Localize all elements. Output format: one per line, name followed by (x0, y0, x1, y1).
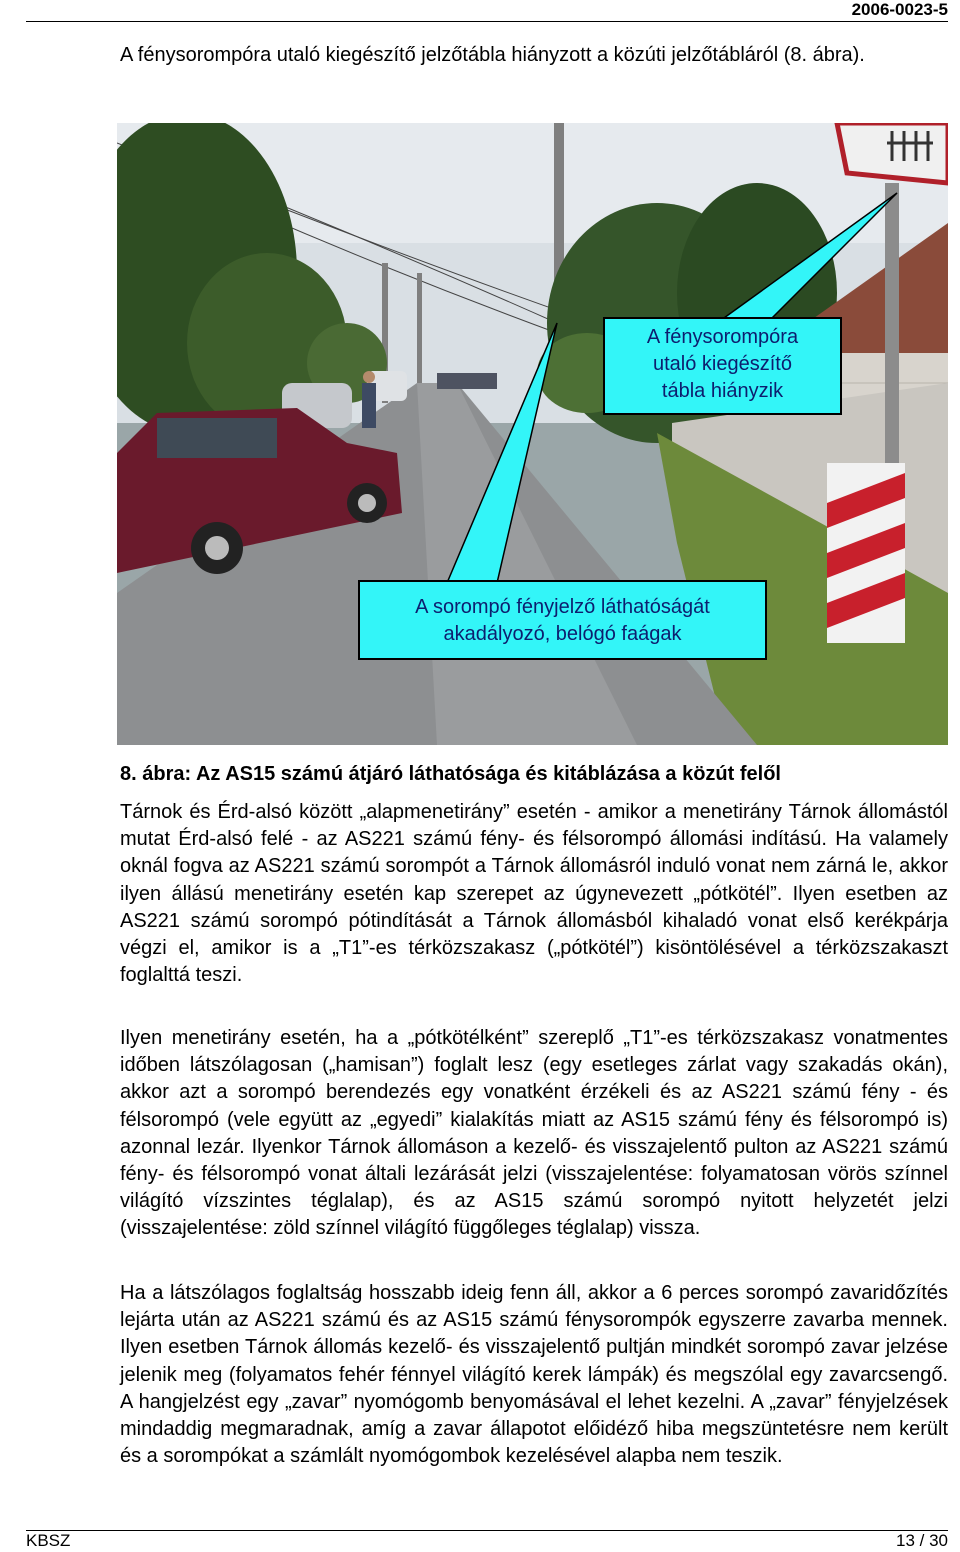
footer-rule (26, 1530, 948, 1531)
paragraph-3: Ha a látszólagos foglaltság hosszabb ideig fenn áll, akkor a 6 perces sorompó zavaridőzítés lejárta után az AS221 számú és az AS15 számú fénysorompók egyszerre zavarba mennek. Ilyen esetben Tárnok állomás kezelő- és visszajelentő pultján mindkét sorompó zavar jelzése jelenik meg (folyamatos fehér fénnyel világító kerek lámpák) és megszólal egy zavarcsengő. A hangjelzést egy „zavar” nyomógomb benyomásával el lehet kezelni. A „zavar” fényjelzések mindaddig megmaradnak, amíg a zavar állapotot előidéző hiba megszüntetésre nem került és a sorompókat a számlált nyomógombok kezelésével alapba nem teszik. (120, 1282, 948, 1468)
paragraph-1: Tárnok és Érd-alsó között „alapmenetirány” esetén - amikor a menetirány Tárnok állomástól mutat Érd-alsó felé - az AS221 számú fény- és félsorompó állomási indítású. Ha valamely oknál fogva az AS221 számú sorompót a Tárnok állomásról induló vonat nem zárná le, akkor ilyen állású menetirány esetén kap szerepet az úgynevezett „pótkötél”. Ilyen esetben az AS221 számú sorompó pótindítását a Tárnok állomásból kihaladó vonat első kerékpárja végzi el, amikor is a „T1”-es térközszakasz („pótkötél”) kisöntölésével a térközszakaszt foglalttá teszi. (120, 801, 948, 987)
footer-org: KBSZ (26, 1531, 71, 1550)
callout-missing-sign (603, 317, 842, 415)
callout-bottom-line-2: akadályozó, belógó faágak (443, 623, 682, 645)
document-id: 2006-0023-5 (851, 0, 948, 19)
page-number: 13 / 30 (896, 1531, 948, 1550)
callout-branches (358, 580, 767, 660)
paragraph-2: Ilyen menetirány esetén, ha a „pótkötélként” szereplő „T1”-es térközszakasz vonatmentes időben látszólagosan („hamisan”) foglalt lesz (egy esetleges zárlat vagy szakadás okán), akkor azt a sorompó berendezés egy vonatként érzékeli és az AS221 számú fény - és félsorompó (vele együtt az „egyedi” kialakítás miatt az AS15 számú fény és félsorompó is) azonnal lezár. Ilyenkor Tárnok állomáson a kezelő- és visszajelentő pulton az AS221 számú fény- és félsorompó vonat általi lezárását jelzi (visszajelentése: folyamatosan vörös színnel világító vízszintes téglalap), és az AS15 számú sorompó nyitott helyzetét jelzi (visszajelentése: zöld színnel világító függőleges téglalap) vissza. (120, 1027, 948, 1240)
callout-top-line-1: A fénysorompóra (646, 326, 799, 348)
callout-top-line-3: tábla hiányzik (661, 380, 784, 402)
callout-top-line-2: utaló kiegészítő (653, 353, 792, 375)
header-rule (26, 21, 948, 22)
callout-bottom-line-1: A sorompó fényjelző láthatóságát (415, 596, 710, 618)
warning-post (827, 463, 905, 643)
intro-text: A fénysorompóra utaló kiegészítő jelzőtábla hiányzott a közúti jelzőtábláról (8. ábra). (120, 44, 865, 66)
figure-caption: 8. ábra: Az AS15 számú átjáró láthatósága és kitáblázása a közút felől (120, 763, 781, 785)
